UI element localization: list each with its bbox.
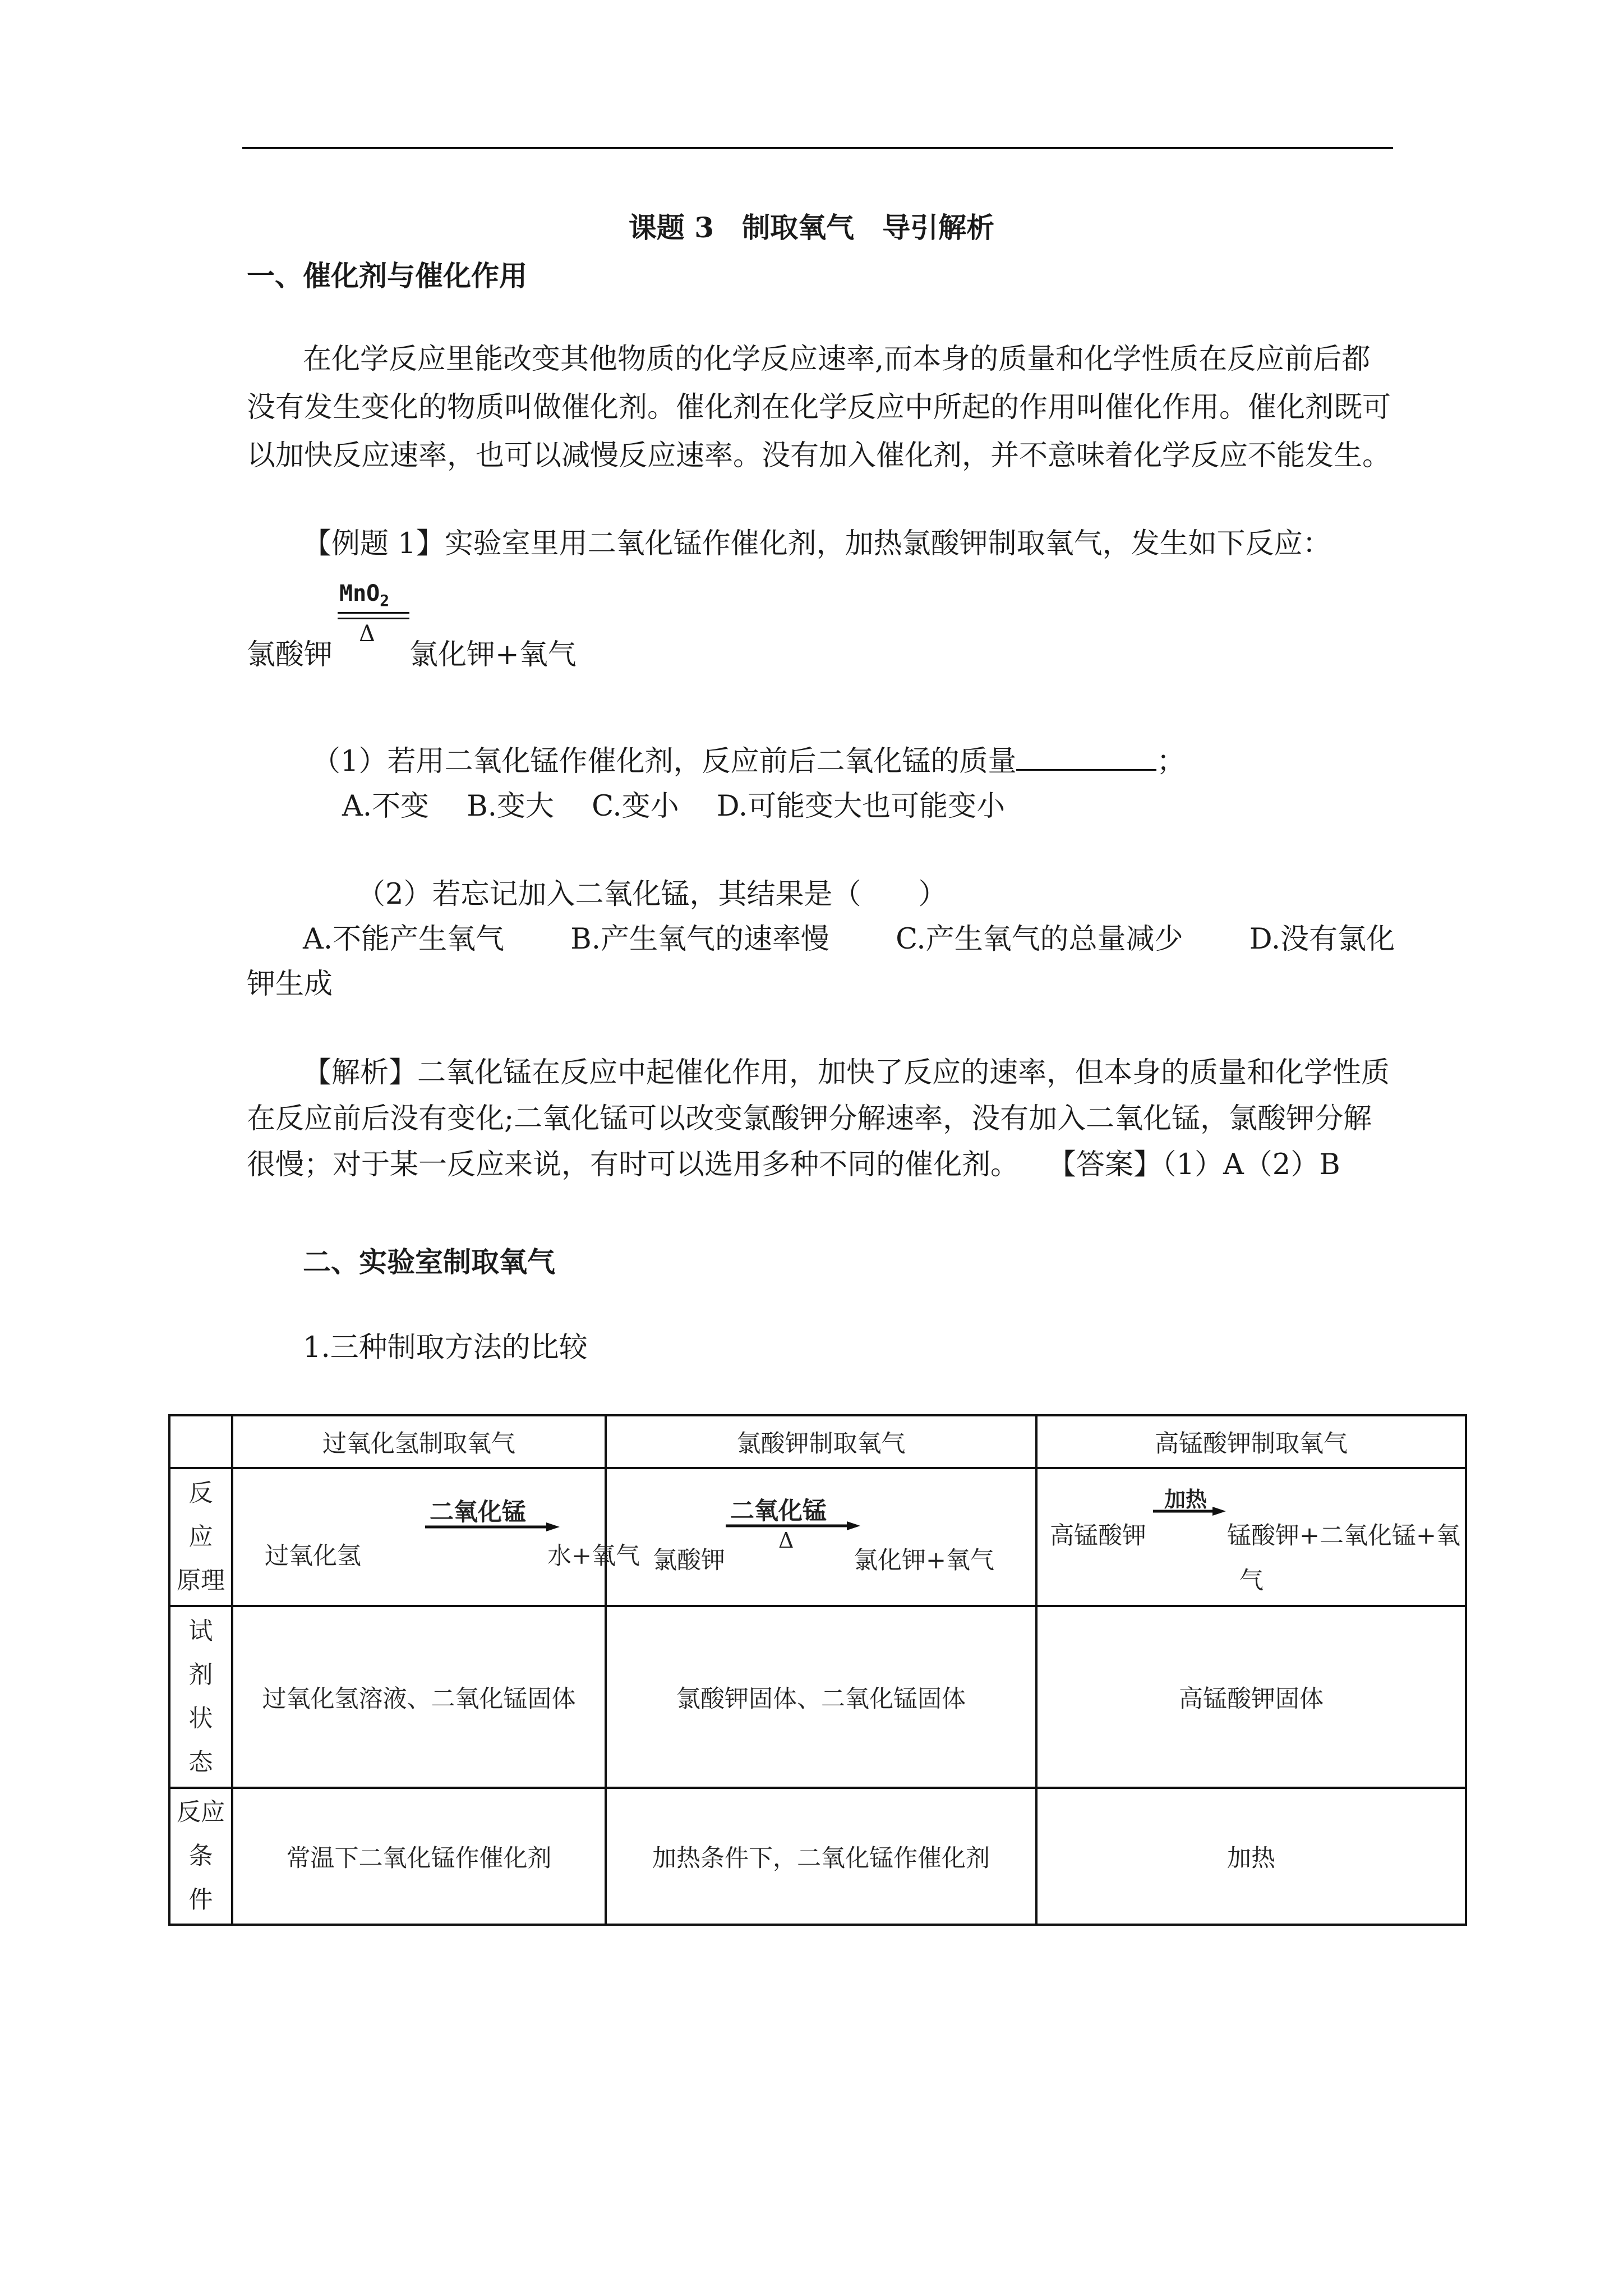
h2o2-condition: 二氧化锰 xyxy=(430,1498,526,1526)
condition-h2o2-cell: 常温下二氧化锰作催化剂 xyxy=(232,1788,606,1925)
comparison-table xyxy=(168,1414,1467,1926)
row-label-condition xyxy=(169,1788,232,1925)
row-label-char: 试 xyxy=(188,1617,213,1645)
question2: （2）若忘记加入二氧化锰，其结果是（ ） xyxy=(357,878,947,911)
analysis-line1: 【解析】二氧化锰在反应中起催化作用，加快了反应的速率，但本身的质量和化学性质 xyxy=(303,1056,1390,1089)
h2o2-arrow-icon xyxy=(425,1521,560,1533)
row-label-char: 应 xyxy=(188,1523,213,1551)
question1: （1）若用二氧化锰作催化剂，反应前后二氧化锰的质量 ； xyxy=(312,738,1185,786)
kclo3-condition: 二氧化锰 xyxy=(730,1497,827,1525)
reagent-kclo3-cell: 氯酸钾固体、二氧化锰固体 xyxy=(606,1606,1036,1788)
condition-kmno4-cell: 加热 xyxy=(1036,1788,1466,1925)
question1-options: A.不变 B.变大 C.变小 D.可能变大也可能变小 xyxy=(342,790,1006,823)
question2-options-cont: 钾生成 xyxy=(247,968,333,1001)
row-label-char: 原理 xyxy=(177,1567,225,1595)
row-label-char: 反 xyxy=(188,1479,213,1507)
row-label-char: 件 xyxy=(188,1886,213,1914)
question2-options: A.不能产生氧气 B.产生氧气的速率慢 C.产生氧气的总量减少 D.没有氯化 xyxy=(303,923,1395,956)
equation-catalyst: MnO$_2$ xyxy=(339,581,390,610)
principle-kmno4-cell xyxy=(1036,1468,1466,1606)
section2-subheading: 1.三种制取方法的比较 xyxy=(303,1331,588,1364)
kclo3-reactant: 氯酸钾 xyxy=(653,1547,725,1575)
section1-para-line1: 在化学反应里能改变其他物质的化学反应速率,而本身的质量和化学性质在反应前后都 xyxy=(303,343,1371,376)
equation-heat-symbol: Δ xyxy=(359,621,375,647)
answer-blank xyxy=(1016,742,1156,771)
kmno4-product-cont: 气 xyxy=(1239,1567,1264,1595)
row-label-char: 态 xyxy=(188,1749,213,1777)
row-label-char: 反应 xyxy=(177,1798,225,1826)
example-equation xyxy=(247,581,639,682)
row-label-char: 状 xyxy=(188,1705,213,1733)
analysis-line3: 很慢；对于某一反应来说，有时可以选用多种不同的催化剂。 【答案】（1）A（2）B xyxy=(247,1148,1340,1181)
row-label-char: 剂 xyxy=(188,1661,213,1689)
reagent-kmno4-cell: 高锰酸钾固体 xyxy=(1036,1606,1466,1788)
table-row-principle xyxy=(169,1468,1466,1606)
table-row-reagent-state xyxy=(169,1606,1466,1788)
equation-reactant: 氯酸钾 xyxy=(247,638,333,671)
principle-h2o2-cell xyxy=(232,1468,640,1606)
kclo3-product: 氯化钾+氧气 xyxy=(854,1547,995,1575)
table-header-kmno4: 高锰酸钾制取氧气 xyxy=(1036,1415,1466,1468)
section1-para-line3: 以加快反应速率，也可以减慢反应速率。没有加入催化剂，并不意味着化学反应不能发生。 xyxy=(247,439,1391,472)
equation-line-bottom xyxy=(338,618,409,619)
table-corner-cell xyxy=(169,1415,232,1468)
analysis-line2: 在反应前后没有变化;二氧化锰可以改变氯酸钾分解速率，没有加入二氧化锰，氯酸钾分解 xyxy=(247,1102,1372,1135)
section2-heading: 二、实验室制取氧气 xyxy=(303,1245,555,1278)
equation-product: 氯化钾+氧气 xyxy=(409,638,577,671)
section1-heading: 一、催化剂与催化作用 xyxy=(247,259,527,292)
h2o2-reactant: 过氧化氢 xyxy=(265,1542,361,1570)
example-intro: 【例题 1】实验室里用二氧化锰作催化剂，加热氯酸钾制取氧气，发生如下反应： xyxy=(303,527,1331,560)
equation-line-top xyxy=(338,612,409,614)
kmno4-arrow-icon xyxy=(1153,1506,1226,1517)
kmno4-product: 锰酸钾+二氧化锰+氧 xyxy=(1227,1522,1461,1550)
condition-kclo3-cell: 加热条件下，二氧化锰作催化剂 xyxy=(606,1788,1036,1925)
row-label-reagent-state xyxy=(169,1606,232,1788)
row-label-principle xyxy=(169,1468,232,1606)
kclo3-heat-symbol: Δ xyxy=(778,1528,794,1553)
reagent-h2o2-cell: 过氧化氢溶液、二氧化锰固体 xyxy=(232,1606,606,1788)
table-row-condition xyxy=(169,1788,1466,1925)
header-rule xyxy=(242,147,1393,149)
table-header-h2o2: 过氧化氢制取氧气 xyxy=(232,1415,606,1468)
h2o2-product: 水+氧气 xyxy=(547,1542,640,1570)
section1-para-line2: 没有发生变化的物质叫做催化剂。催化剂在化学反应中所起的作用叫催化作用。催化剂既可 xyxy=(247,391,1391,424)
kmno4-condition: 加热 xyxy=(1164,1487,1207,1512)
table-header-kclo3: 氯酸钾制取氧气 xyxy=(606,1415,1036,1468)
kmno4-reactant: 高锰酸钾 xyxy=(1050,1522,1146,1550)
principle-kclo3-cell xyxy=(606,1468,1036,1606)
page-title: 课题 3 制取氧气 导引解析 xyxy=(628,211,995,244)
row-label-char: 条 xyxy=(188,1842,213,1870)
table-header-row xyxy=(169,1415,1466,1468)
